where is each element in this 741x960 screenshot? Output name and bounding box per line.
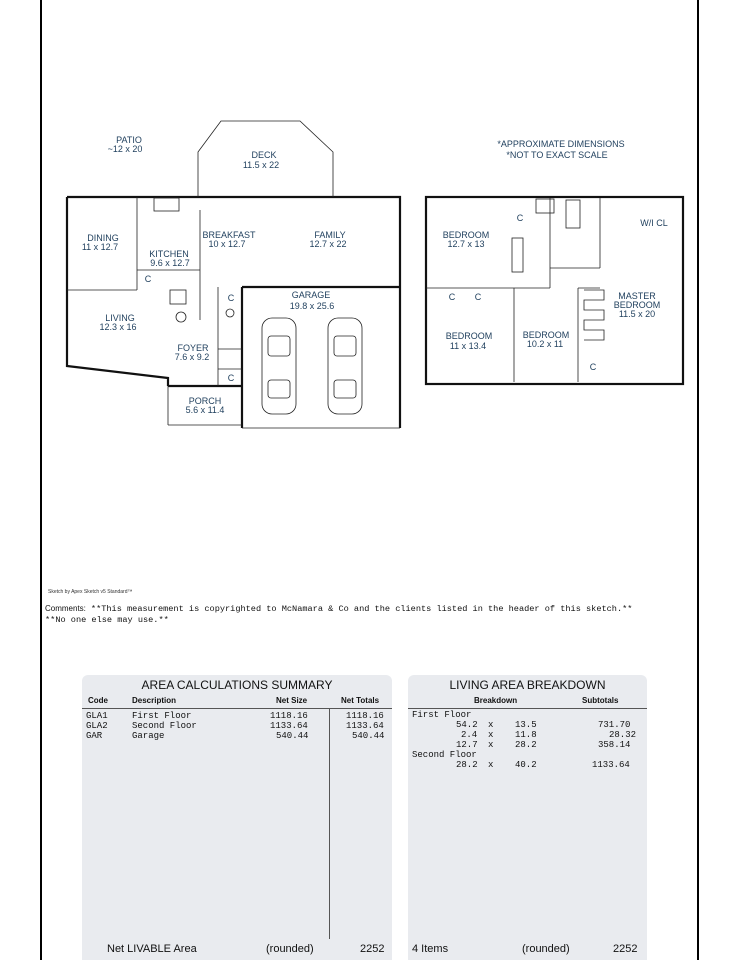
room-label: BEDROOM bbox=[445, 331, 493, 341]
sketch-credit: Sketch by Apex Sketch v5 Standard™ bbox=[48, 589, 133, 595]
comments-label: Comments: bbox=[45, 604, 86, 613]
plan-note: *APPROXIMATE DIMENSIONS bbox=[497, 139, 625, 149]
range-icon bbox=[170, 290, 186, 304]
room-dims: 11 x 13.4 bbox=[449, 341, 487, 351]
table-cell: 540.44 bbox=[352, 731, 385, 741]
tub-icon bbox=[512, 238, 523, 272]
table-cell: 1118.16 bbox=[270, 711, 308, 721]
area-summary-panel bbox=[82, 675, 392, 960]
table-cell: 28.32 bbox=[609, 730, 637, 740]
table-cell: x bbox=[488, 760, 494, 770]
room-label: LIVING bbox=[105, 313, 135, 323]
table-cell: 1133.64 bbox=[592, 760, 630, 770]
table-row: GAR bbox=[86, 731, 103, 741]
footer-rounded: (rounded) bbox=[266, 943, 314, 955]
table-cell: 54.2 bbox=[456, 720, 478, 730]
comments-line: **This measurement is copyrighted to McNamara & Co and the clients listed in the header of this sketch.** bbox=[90, 604, 633, 614]
room-label: FAMILY bbox=[314, 230, 346, 240]
floor-label: Second Floor bbox=[412, 750, 477, 760]
column-divider bbox=[329, 709, 330, 939]
table-row: GLA2 bbox=[86, 721, 108, 731]
table-cell: 1118.16 bbox=[346, 711, 384, 721]
room-dims: 19.8 x 25.6 bbox=[289, 301, 335, 311]
room-dims: 12.7 x 13 bbox=[447, 239, 485, 249]
room-label: GARAGE bbox=[291, 290, 331, 300]
table-cell: x bbox=[488, 740, 494, 750]
table-cell: 1133.64 bbox=[346, 721, 384, 731]
room-label: DINING bbox=[87, 233, 119, 243]
fixture-icon bbox=[176, 312, 186, 322]
room-label: W/I CL bbox=[640, 218, 668, 228]
room-dims: 9.6 x 12.7 bbox=[150, 258, 190, 268]
room-label: BEDROOM bbox=[613, 300, 661, 310]
living-breakdown-panel bbox=[408, 675, 647, 960]
stairs-icon bbox=[584, 290, 604, 340]
room-dims: ~12 x 20 bbox=[107, 144, 143, 154]
footer-value: 2252 bbox=[613, 943, 638, 955]
room-dims: 12.3 x 16 bbox=[99, 322, 137, 332]
table-cell: First Floor bbox=[132, 711, 192, 721]
table-cell: 40.2 bbox=[515, 760, 537, 770]
table-cell: x bbox=[488, 730, 494, 740]
table-row: GLA1 bbox=[86, 711, 108, 721]
table-cell: 28.2 bbox=[456, 760, 478, 770]
shower-icon bbox=[566, 200, 580, 228]
room-label: BREAKFAST bbox=[202, 230, 256, 240]
comments-block bbox=[45, 603, 632, 626]
header-divider bbox=[82, 708, 392, 709]
table-cell: 13.5 bbox=[515, 720, 537, 730]
table-cell: Second Floor bbox=[132, 721, 197, 731]
footer-rounded: (rounded) bbox=[522, 943, 570, 955]
table-cell: 358.14 bbox=[598, 740, 631, 750]
table-cell: 731.70 bbox=[598, 720, 631, 730]
room-label: KITCHEN bbox=[149, 249, 189, 259]
water-heater-icon bbox=[226, 309, 234, 317]
floor-label: First Floor bbox=[412, 710, 472, 720]
comments-line: **No one else may use.** bbox=[45, 615, 169, 625]
table-cell: Garage bbox=[132, 731, 165, 741]
closet-mark: C bbox=[144, 274, 152, 284]
closet-mark: C bbox=[589, 362, 597, 372]
vanity-icon bbox=[536, 199, 554, 213]
table-cell: x bbox=[488, 720, 494, 730]
column-header: Breakdown bbox=[474, 696, 518, 705]
room-label: DECK bbox=[251, 150, 277, 160]
room-label: PORCH bbox=[188, 396, 222, 406]
closet-mark: C bbox=[474, 292, 482, 302]
header-divider bbox=[408, 708, 647, 709]
table-cell: 540.44 bbox=[276, 731, 309, 741]
room-dims: 7.6 x 9.2 bbox=[174, 352, 210, 362]
table-cell: 1133.64 bbox=[270, 721, 308, 731]
table-cell: 12.7 bbox=[456, 740, 478, 750]
table-cell: 2.4 bbox=[461, 730, 478, 740]
closet-mark: C bbox=[448, 292, 456, 302]
room-dims: 11.5 x 22 bbox=[242, 160, 280, 170]
footer-label: Net LIVABLE Area bbox=[107, 943, 197, 955]
room-dims: 11.5 x 20 bbox=[618, 309, 656, 319]
plan-note: *NOT TO EXACT SCALE bbox=[506, 150, 608, 160]
closet-mark: C bbox=[227, 293, 235, 303]
panel-title: LIVING AREA BREAKDOWN bbox=[449, 678, 606, 692]
room-dims: 11 x 12.7 bbox=[81, 242, 119, 252]
room-dims: 10 x 12.7 bbox=[208, 239, 246, 249]
table-cell: 11.8 bbox=[515, 730, 537, 740]
closet-mark: C bbox=[227, 373, 235, 383]
sink-icon bbox=[154, 198, 179, 211]
car-icon bbox=[262, 318, 296, 414]
closet-mark: C bbox=[516, 213, 524, 223]
car-icon bbox=[328, 318, 362, 414]
footer-label: 4 Items bbox=[412, 943, 449, 955]
column-header: Subtotals bbox=[582, 696, 619, 705]
column-header: Net Totals bbox=[341, 696, 380, 705]
column-header: Net Size bbox=[276, 696, 308, 705]
room-label: MASTER bbox=[618, 291, 656, 301]
column-header: Description bbox=[132, 696, 177, 705]
room-dims: 12.7 x 22 bbox=[309, 239, 347, 249]
room-label: BEDROOM bbox=[442, 230, 490, 240]
column-header: Code bbox=[88, 696, 108, 705]
footer-value: 2252 bbox=[360, 943, 385, 955]
room-label: BEDROOM bbox=[522, 330, 570, 340]
table-cell: 28.2 bbox=[515, 740, 537, 750]
room-dims: 5.6 x 11.4 bbox=[185, 405, 225, 415]
panel-title: AREA CALCULATIONS SUMMARY bbox=[141, 678, 333, 692]
room-dims: 10.2 x 11 bbox=[526, 339, 564, 349]
room-label: FOYER bbox=[177, 343, 209, 353]
room-label: PATIO bbox=[116, 135, 142, 145]
